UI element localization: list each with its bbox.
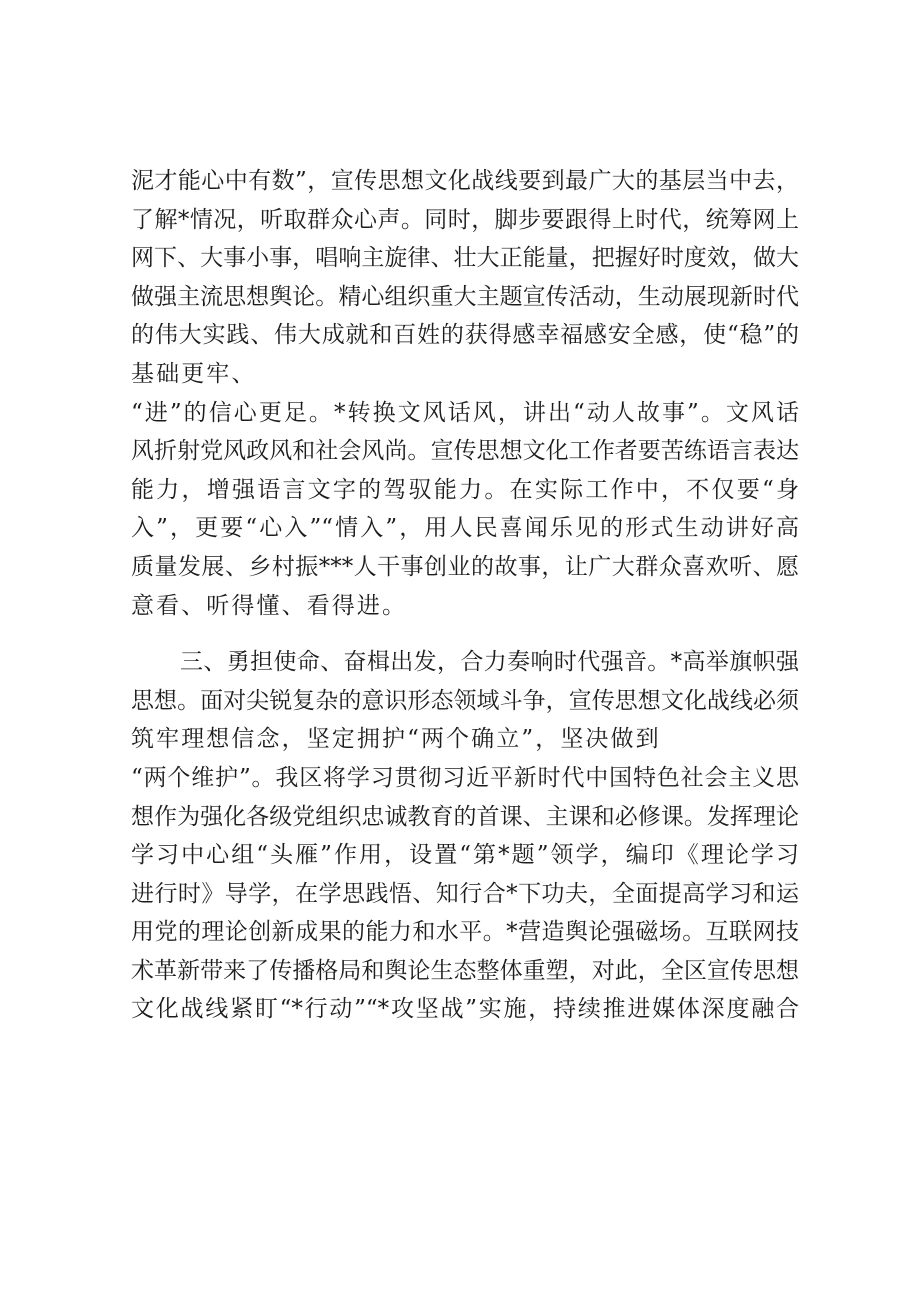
paragraph-1 bbox=[131, 162, 799, 625]
text-line: 做强主流思想舆论。精心组织重大主题宣传活动，生动展现新时代 bbox=[131, 283, 799, 310]
text-line: 思想。面对尖锐复杂的意识形态领域斗争，宣传思想文化战线必须 bbox=[131, 687, 799, 714]
text-line: 泥才能心中有数”，宣传思想文化战线要到最广大的基层当中去， bbox=[131, 168, 799, 194]
text-line: “进”的信心更足。*转换文风话风，讲出“动人故事”。文风话 bbox=[131, 399, 799, 426]
text-line: 能力，增强语言文字的驾驭能力。在实际工作中，不仅要“身 bbox=[131, 476, 799, 503]
text-line: 网下、大事小事，唱响主旋律、壮大正能量，把握好时度效，做大 bbox=[131, 245, 799, 272]
paragraph-2 bbox=[131, 643, 799, 1029]
paragraph-gap bbox=[131, 625, 799, 643]
text-line: 风折射党风政风和社会风尚。宣传思想文化工作者要苦练语言表达 bbox=[131, 438, 799, 465]
text-line: 用党的理论创新成果的能力和水平。*营造舆论强磁场。互联网技 bbox=[131, 919, 799, 946]
text-line: 基础更牢、 bbox=[131, 360, 257, 387]
text-line: 进行时》导学，在学思践悟、知行合*下功夫，全面提高学习和运 bbox=[131, 880, 799, 907]
text-line: 文化战线紧盯“*行动”“*攻坚战”实施，持续推进媒体深度融合 bbox=[131, 996, 799, 1023]
text-line: 入”，更要“心入”“情入”，用人民喜闻乐见的形式生动讲好高 bbox=[131, 515, 799, 542]
document-body bbox=[131, 162, 799, 1029]
text-line: 的伟大实践、伟大成就和百姓的获得感幸福感安全感，使“稳”的 bbox=[131, 322, 799, 349]
text-line: “两个维护”。我区将学习贯彻习近平新时代中国特色社会主义思 bbox=[131, 764, 799, 791]
text-line: 术革新带来了传播格局和舆论生态整体重塑，对此，全区宣传思想 bbox=[131, 957, 799, 984]
text-line: 三、勇担使命、奋楫出发，合力奏响时代强音。*高举旗帜强 bbox=[180, 649, 799, 676]
text-line: 学习中心组“头雁”作用，设置“第*题”领学，编印《理论学习 bbox=[131, 842, 799, 869]
text-line: 意看、听得懂、看得进。 bbox=[131, 592, 408, 619]
text-line: 了解*情况，听取群众心声。同时，脚步要跟得上时代，统筹网上 bbox=[131, 206, 799, 233]
text-line: 筑牢理想信念，坚定拥护“两个确立”，坚决做到 bbox=[131, 726, 661, 753]
text-line: 想作为强化各级党组织忠诚教育的首课、主课和必修课。发挥理论 bbox=[131, 803, 799, 830]
text-line: 质量发展、乡村振***人干事创业的故事，让广大群众喜欢听、愿 bbox=[131, 553, 799, 580]
